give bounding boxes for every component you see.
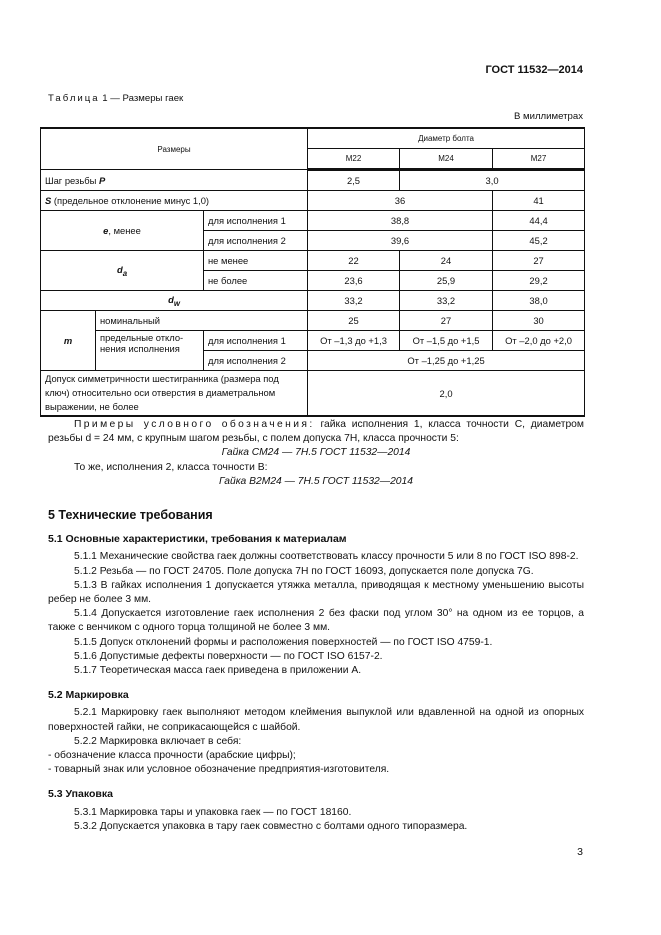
col-m27: М27 <box>493 149 585 170</box>
cell: 25 <box>308 311 400 331</box>
cell: для исполнения 1 <box>204 331 308 351</box>
col-m22: М22 <box>308 149 400 170</box>
table-row <box>41 331 585 351</box>
example-2: Гайка В2М24 — 7Н.5 ГОСТ 11532—2014 <box>218 475 413 487</box>
cell: От –1,3 до +1,3 <box>308 331 400 351</box>
paragraph: 5.3.2 Допускается упаковка в тару гаек совместно с болтами одного типоразмера. <box>74 820 468 832</box>
cell: 3,0 <box>400 170 585 191</box>
caption-word: Таблица <box>48 93 100 104</box>
symbol: m <box>63 335 73 346</box>
paragraph: 5.1.7 Теоретическая масса гаек приведена в приложении А. <box>74 665 362 677</box>
cell: 27 <box>493 251 585 271</box>
examples-text: гайка исполнения 1, класса точности С, диаметром резьбы d = 24 мм, с крупным шагом резьбы, с полем допуска 7Н, класса прочности 5: <box>48 419 584 445</box>
cell: От –2,0 до +2,0 <box>493 331 585 351</box>
units-note: В миллиметрах <box>513 111 583 122</box>
table-row <box>41 371 585 417</box>
paragraph: 5.1.5 Допуск отклонений формы и расположения поверхностей — по ГОСТ ISO 4759-1. <box>74 636 493 648</box>
cell: 27 <box>400 311 493 331</box>
cell: 25,9 <box>400 271 493 291</box>
cell: для исполнения 2 <box>204 351 308 371</box>
nut-dimensions-table <box>40 127 585 417</box>
examples-same: То же, исполнения 2, класса точности В: <box>74 461 268 473</box>
paragraph: 5.1.3 В гайках исполнения 1 допускается утяжка металла, приводящая к местному уменьшению высоты ребер не более 3 мм. <box>48 579 584 606</box>
cell: не более <box>204 271 308 291</box>
table-caption <box>48 93 183 104</box>
subsection-title: 5.1 Основные характеристики, требования к материалам <box>48 533 347 546</box>
paragraph: 5.1.1 Механические свойства гаек должны соответствовать классу прочности 5 или 8 по ГОСТ ISO 898-2. <box>74 551 579 563</box>
paragraph: 5.1.2 Резьба — по ГОСТ 24705. Поле допуска 7Н по ГОСТ 16093, допускается поле допуска 7G. <box>74 565 534 577</box>
cell: предельные откло-нения исполнения <box>96 331 204 371</box>
table-row <box>41 311 585 331</box>
cell: 24 <box>400 251 493 271</box>
cell: 2,0 <box>308 371 585 417</box>
cell: 33,2 <box>400 291 493 311</box>
cell: 23,6 <box>308 271 400 291</box>
table-row <box>41 211 585 231</box>
label: , менее <box>108 225 141 236</box>
cell: 36 <box>308 191 493 211</box>
symbol: P <box>98 174 106 186</box>
symbol: d <box>116 263 123 275</box>
examples-lead: Примеры условного обозначения: <box>74 419 315 430</box>
cell: Допуск симметричности шестигранника (размера под ключ) относительно оси отверстия в диаметральном выражении, не более <box>41 371 308 417</box>
cell: не менее <box>204 251 308 271</box>
cell: 44,4 <box>493 211 585 231</box>
cell: От –1,25 до +1,25 <box>308 351 585 371</box>
paragraph: 5.1.4 Допускается изготовление гаек исполнения 2 без фаски под углом 30° на одном из ее торцов, а также с венчиком с одного торца толщиной не более 3 мм. <box>48 608 584 634</box>
cell: От –1,5 до +1,5 <box>400 331 493 351</box>
page-number: 3 <box>577 846 583 858</box>
table-row <box>41 170 585 191</box>
cell: 2,5 <box>308 170 400 191</box>
header-sizes: Размеры <box>41 128 308 170</box>
paragraph: 5.2.1 Маркировку гаек выполняют методом клеймения выпуклой или вдавленной на одной из опорных поверхностей гайки, не соприкасающейся с шайбой. <box>48 707 584 733</box>
cell: для исполнения 2 <box>204 231 308 251</box>
list-item: - товарный знак или условное обозначение предприятия-изготовителя. <box>48 764 390 776</box>
cell: для исполнения 1 <box>204 211 308 231</box>
label: (предельное отклонение минус 1,0) <box>51 195 210 206</box>
list-item: - обозначение класса прочности (арабские цифры); <box>48 750 296 762</box>
subscript: a <box>122 268 128 278</box>
section-5 <box>48 508 584 834</box>
table-row <box>41 191 585 211</box>
symbol: e <box>103 225 109 236</box>
section-title: 5 Технические требования <box>48 508 213 522</box>
subscript: w <box>173 298 180 308</box>
cell: 22 <box>308 251 400 271</box>
paragraph: 5.1.6 Допустимые дефекты поверхности — по ГОСТ ISO 6157-2. <box>74 650 383 662</box>
cell: 29,2 <box>493 271 585 291</box>
examples <box>48 418 584 489</box>
label: Шаг резьбы <box>45 174 99 186</box>
cell: 45,2 <box>493 231 585 251</box>
subsection-title: 5.3 Упаковка <box>48 788 113 801</box>
cell: 38,0 <box>493 291 585 311</box>
table-row <box>41 291 585 311</box>
cell: 33,2 <box>308 291 400 311</box>
symbol: S <box>45 195 52 206</box>
col-m24: М24 <box>400 149 493 170</box>
cell: 39,6 <box>308 231 493 251</box>
cell: 41 <box>493 191 585 211</box>
subsection-title: 5.2 Маркировка <box>48 689 129 702</box>
cell: номинальный <box>96 311 308 331</box>
paragraph: 5.2.2 Маркировка включает в себя: <box>74 735 242 747</box>
cell: 38,8 <box>308 211 493 231</box>
standard-header: ГОСТ 11532—2014 <box>485 64 583 76</box>
cell: 30 <box>493 311 585 331</box>
header-diameter: Диаметр болта <box>308 128 585 149</box>
paragraph: 5.3.1 Маркировка тары и упаковка гаек — по ГОСТ 18160. <box>74 806 352 818</box>
table-row <box>41 251 585 271</box>
caption-rest: 1 — Размеры гаек <box>102 93 184 104</box>
example-1: Гайка СМ24 — 7Н.5 ГОСТ 11532—2014 <box>221 447 411 459</box>
symbol: d <box>168 293 174 305</box>
